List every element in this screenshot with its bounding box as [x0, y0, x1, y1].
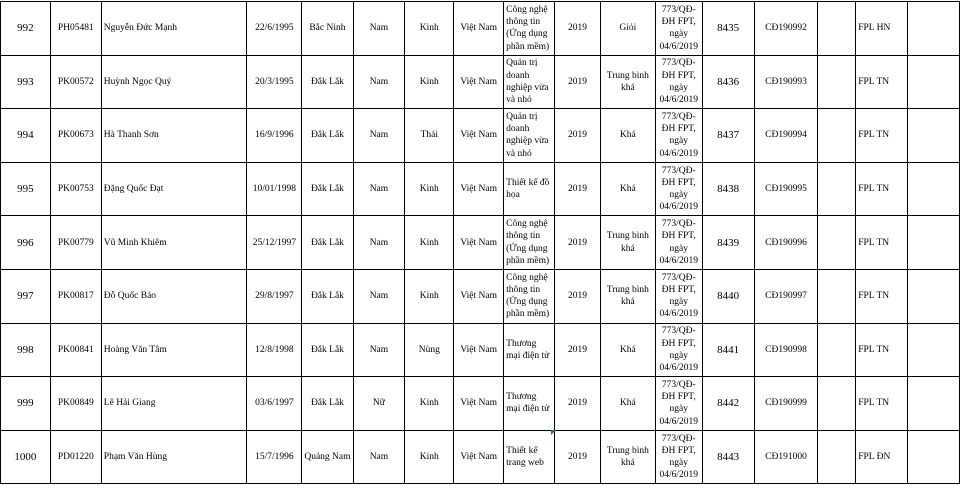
cell-ethnic[interactable]: Kinh	[405, 430, 454, 484]
cell-gender[interactable]: Nam	[353, 323, 405, 377]
cell-ethnic[interactable]: Kinh	[405, 55, 454, 109]
cell-code[interactable]: PD01220	[50, 430, 101, 484]
cell-rank[interactable]: Khá	[600, 162, 655, 216]
cell-ethnic[interactable]: Kinh	[405, 269, 454, 323]
cell-ethnic[interactable]: Nùng	[405, 323, 454, 377]
cell-major[interactable]: Công nghệ thông tin (Ứng dụng phần mềm)	[504, 2, 555, 56]
cell-province[interactable]: Quảng Nam	[302, 430, 353, 484]
cell-name[interactable]: Nguyễn Đức Mạnh	[101, 2, 247, 56]
cell-decision[interactable]: 773/QĐ-ĐH FPT, ngày 04/6/2019	[655, 216, 702, 270]
cell-nation[interactable]: Việt Nam	[454, 109, 504, 163]
comment-indicator[interactable]	[551, 430, 556, 435]
cell-cert[interactable]: CĐ190999	[754, 377, 818, 431]
cell-decision[interactable]: 773/QĐ-ĐH FPT, ngày 04/6/2019	[655, 2, 702, 56]
cell-campus[interactable]: FPL TN	[856, 162, 908, 216]
cell-dob[interactable]: 25/12/1997	[247, 216, 302, 270]
cell-dob[interactable]: 22/6/1995	[247, 2, 302, 56]
cell-note[interactable]	[818, 323, 856, 377]
cell-cert[interactable]: CĐ190994	[754, 109, 818, 163]
cell-dob[interactable]: 10/01/1998	[247, 162, 302, 216]
cell-decision[interactable]: 773/QĐ-ĐH FPT, ngày 04/6/2019	[655, 55, 702, 109]
cell-gender[interactable]: Nam	[353, 2, 405, 56]
table-row	[1, 109, 960, 163]
cell-rank[interactable]: Trung bình khá	[600, 216, 655, 270]
cell-campus[interactable]: FPL ĐN	[856, 430, 908, 484]
cell-year[interactable]: 2019	[555, 2, 601, 56]
cell-major[interactable]: Thiết kế đồ họa	[504, 162, 555, 216]
cell-cert[interactable]: CĐ190998	[754, 323, 818, 377]
cell-major[interactable]: Công nghệ thông tin (Ứng dụng phần mềm)	[504, 216, 555, 270]
cell-num[interactable]: 8438	[702, 162, 754, 216]
cell-extra[interactable]	[908, 269, 960, 323]
cell-rank[interactable]: Trung bình khá	[600, 269, 655, 323]
cell-extra[interactable]	[908, 216, 960, 270]
cell-stt[interactable]: 999	[1, 377, 51, 431]
cell-dob[interactable]: 20/3/1995	[247, 55, 302, 109]
cell-decision[interactable]: 773/QĐ-ĐH FPT, ngày 04/6/2019	[655, 162, 702, 216]
cell-gender[interactable]: Nam	[353, 269, 405, 323]
cell-nation[interactable]: Việt Nam	[454, 430, 504, 484]
cell-stt[interactable]: 997	[1, 269, 51, 323]
cell-note[interactable]	[818, 377, 856, 431]
table-body	[1, 2, 960, 484]
cell-year[interactable]: 2019	[555, 377, 601, 431]
cell-campus[interactable]: FPL TN	[856, 269, 908, 323]
cell-campus[interactable]: FPL TN	[856, 323, 908, 377]
cell-campus[interactable]: FPL HN	[856, 2, 908, 56]
cell-province[interactable]: Đắk Lắk	[302, 216, 353, 270]
table-row	[1, 430, 960, 484]
cell-num[interactable]: 8442	[702, 377, 754, 431]
cell-campus[interactable]: FPL TN	[856, 216, 908, 270]
cell-note[interactable]	[818, 269, 856, 323]
cell-province[interactable]: Đắk Lắk	[302, 162, 353, 216]
cell-ethnic[interactable]: Thái	[405, 109, 454, 163]
cell-province[interactable]: Bắc Ninh	[302, 2, 353, 56]
cell-cert[interactable]: CĐ190992	[754, 2, 818, 56]
cell-stt[interactable]: 993	[1, 55, 51, 109]
cell-gender[interactable]: Nam	[353, 430, 405, 484]
cell-num[interactable]: 8435	[702, 2, 754, 56]
cell-cert[interactable]: CĐ190997	[754, 269, 818, 323]
cell-num[interactable]: 8443	[702, 430, 754, 484]
cell-extra[interactable]	[908, 377, 960, 431]
cell-ethnic[interactable]: Kinh	[405, 377, 454, 431]
cell-ethnic[interactable]: Kinh	[405, 162, 454, 216]
cell-name[interactable]: Vũ Minh Khiêm	[101, 216, 247, 270]
cell-gender[interactable]: Nam	[353, 162, 405, 216]
table-row	[1, 323, 960, 377]
cell-name[interactable]: Đặng Quốc Đạt	[101, 162, 247, 216]
graduate-table	[0, 1, 960, 484]
cell-ethnic[interactable]: Kinh	[405, 2, 454, 56]
cell-code[interactable]: PK00673	[50, 109, 101, 163]
cell-extra[interactable]	[908, 162, 960, 216]
cell-note[interactable]	[818, 430, 856, 484]
table-row	[1, 269, 960, 323]
cell-code[interactable]: PK00779	[50, 216, 101, 270]
cell-campus[interactable]: FPL TN	[856, 377, 908, 431]
cell-rank[interactable]: Khá	[600, 109, 655, 163]
cell-year[interactable]: 2019	[555, 430, 601, 484]
cell-rank[interactable]: Trung bình khá	[600, 430, 655, 484]
cell-gender[interactable]: Nam	[353, 216, 405, 270]
cell-cert[interactable]: CĐ190995	[754, 162, 818, 216]
cell-stt[interactable]: 996	[1, 216, 51, 270]
cell-code[interactable]: PK00753	[50, 162, 101, 216]
cell-nation[interactable]: Việt Nam	[454, 2, 504, 56]
cell-code[interactable]: PK00817	[50, 269, 101, 323]
cell-decision[interactable]: 773/QĐ-ĐH FPT, ngày 04/6/2019	[655, 377, 702, 431]
cell-extra[interactable]	[908, 323, 960, 377]
cell-campus[interactable]: FPL TN	[856, 109, 908, 163]
cell-year[interactable]: 2019	[555, 55, 601, 109]
cell-dob[interactable]: 29/8/1997	[247, 269, 302, 323]
table-row	[1, 162, 960, 216]
cell-major[interactable]: Công nghệ thông tin (Ứng dụng phần mềm)	[504, 269, 555, 323]
cell-cert[interactable]: CĐ190993	[754, 55, 818, 109]
cell-ethnic[interactable]: Kinh	[405, 216, 454, 270]
cell-major[interactable]: Thiết kế trang web	[504, 430, 555, 484]
cell-year[interactable]: 2019	[555, 162, 601, 216]
cell-extra[interactable]	[908, 55, 960, 109]
cell-decision[interactable]: 773/QĐ-ĐH FPT, ngày 04/6/2019	[655, 323, 702, 377]
table-row	[1, 216, 960, 270]
cell-code[interactable]: PK00849	[50, 377, 101, 431]
cell-major[interactable]: Quản trị doanh nghiệp vừa và nhỏ	[504, 109, 555, 163]
cell-dob[interactable]: 15/7/1996	[247, 430, 302, 484]
cell-note[interactable]	[818, 2, 856, 56]
table-row	[1, 377, 960, 431]
cell-name[interactable]: Hà Thanh Sơn	[101, 109, 247, 163]
cell-province[interactable]: Đắk Lắk	[302, 55, 353, 109]
cell-rank[interactable]: Khá	[600, 323, 655, 377]
cell-note[interactable]	[818, 55, 856, 109]
table-row	[1, 55, 960, 109]
cell-num[interactable]: 8437	[702, 109, 754, 163]
cell-decision[interactable]: 773/QĐ-ĐH FPT, ngày 04/6/2019	[655, 430, 702, 484]
cell-province[interactable]: Đắk Lắk	[302, 377, 353, 431]
cell-num[interactable]: 8441	[702, 323, 754, 377]
cell-year[interactable]: 2019	[555, 269, 601, 323]
cell-stt[interactable]: 994	[1, 109, 51, 163]
cell-nation[interactable]: Việt Nam	[454, 162, 504, 216]
cell-name[interactable]: Phạm Văn Hùng	[101, 430, 247, 484]
cell-gender[interactable]: Nam	[353, 109, 405, 163]
cell-rank[interactable]: Trung bình khá	[600, 55, 655, 109]
cell-nation[interactable]: Việt Nam	[454, 55, 504, 109]
cell-year[interactable]: 2019	[555, 323, 601, 377]
cell-nation[interactable]: Việt Nam	[454, 377, 504, 431]
table-row	[1, 2, 960, 56]
cell-cert[interactable]: CĐ191000	[754, 430, 818, 484]
cell-province[interactable]: Đắk Lắk	[302, 269, 353, 323]
cell-name[interactable]: Hoàng Văn Tâm	[101, 323, 247, 377]
cell-code[interactable]: PK00841	[50, 323, 101, 377]
cell-gender[interactable]: Nam	[353, 55, 405, 109]
cell-province[interactable]: Đắk Lắk	[302, 323, 353, 377]
cell-code[interactable]: PH05481	[50, 2, 101, 56]
cell-province[interactable]: Đắk Lắk	[302, 109, 353, 163]
cell-year[interactable]: 2019	[555, 216, 601, 270]
cell-extra[interactable]	[908, 430, 960, 484]
cell-rank[interactable]: Khá	[600, 377, 655, 431]
cell-dob[interactable]: 03/6/1997	[247, 377, 302, 431]
cell-dob[interactable]: 16/9/1996	[247, 109, 302, 163]
cell-name[interactable]: Lê Hải Giang	[101, 377, 247, 431]
cell-nation[interactable]: Việt Nam	[454, 269, 504, 323]
cell-rank[interactable]: Giỏi	[600, 2, 655, 56]
cell-name[interactable]: Huỳnh Ngọc Quý	[101, 55, 247, 109]
cell-stt[interactable]: 1000	[1, 430, 51, 484]
cell-extra[interactable]	[908, 2, 960, 56]
cell-stt[interactable]: 992	[1, 2, 51, 56]
cell-dob[interactable]: 12/8/1998	[247, 323, 302, 377]
cell-year[interactable]: 2019	[555, 109, 601, 163]
cell-note[interactable]	[818, 216, 856, 270]
cell-code[interactable]: PK00572	[50, 55, 101, 109]
cell-campus[interactable]: FPL TN	[856, 55, 908, 109]
cell-num[interactable]: 8440	[702, 269, 754, 323]
cell-decision[interactable]: 773/QĐ-ĐH FPT, ngày 04/6/2019	[655, 269, 702, 323]
cell-decision[interactable]: 773/QĐ-ĐH FPT, ngày 04/6/2019	[655, 109, 702, 163]
cell-extra[interactable]	[908, 109, 960, 163]
cell-gender[interactable]: Nữ	[353, 377, 405, 431]
cell-major[interactable]: Quản trị doanh nghiệp vừa và nhỏ	[504, 55, 555, 109]
cell-cert[interactable]: CĐ190996	[754, 216, 818, 270]
cell-nation[interactable]: Việt Nam	[454, 323, 504, 377]
cell-note[interactable]	[818, 109, 856, 163]
cell-num[interactable]: 8439	[702, 216, 754, 270]
cell-stt[interactable]: 998	[1, 323, 51, 377]
cell-nation[interactable]: Việt Nam	[454, 216, 504, 270]
cell-num[interactable]: 8436	[702, 55, 754, 109]
cell-major[interactable]: Thương mại điện tử	[504, 377, 555, 431]
cell-stt[interactable]: 995	[1, 162, 51, 216]
cell-name[interactable]: Đỗ Quốc Bảo	[101, 269, 247, 323]
cell-major[interactable]: Thương mại điện tử	[504, 323, 555, 377]
cell-note[interactable]	[818, 162, 856, 216]
